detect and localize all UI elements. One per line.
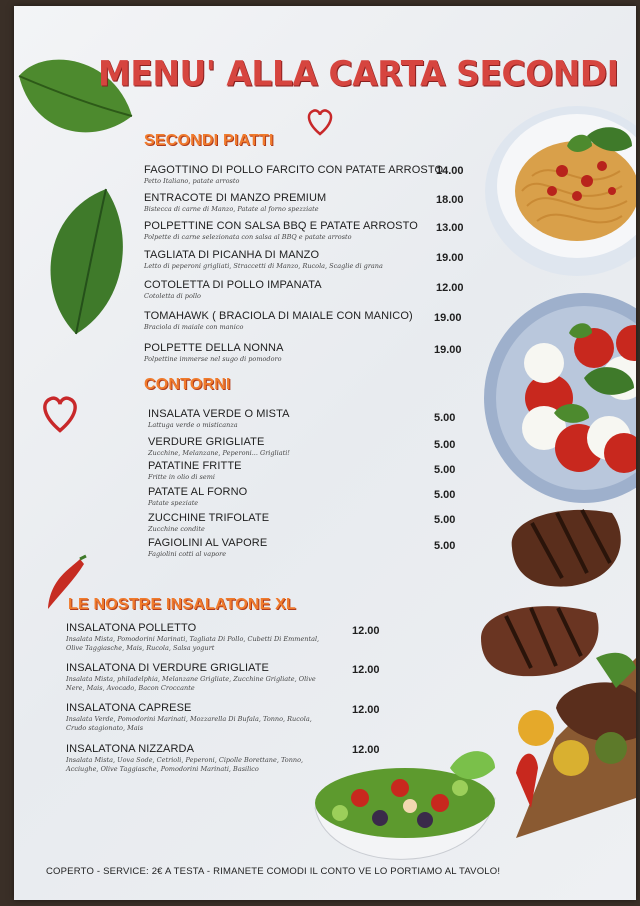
item-description: Braciola di maiale con manico <box>144 323 244 331</box>
item-description: Zucchine, Melanzane, Peperoni... Grigliati! <box>148 449 290 457</box>
item-name: INSALATONA CAPRESE <box>66 702 192 714</box>
section-heading-contorni: CONTORNI <box>144 376 231 393</box>
item-description: Insalata Mista, Uova Sode, Cetrioli, Peperoni, Cipolle Borettane, Tonno, Acciughe, Olive Taggiasche, Pomodorini Marinati, Basilico <box>66 756 304 773</box>
item-name: POLPETTINE CON SALSA BBQ E PATATE ARROSTO <box>144 220 418 232</box>
menu-item <box>66 702 326 733</box>
item-description: Fritte in olio di semi <box>148 473 215 481</box>
section-heading-insalatone: LE NOSTRE INSALATONE XL <box>68 596 297 613</box>
item-description: Insalata Mista, Pomodorini Marinati, Tagliata Di Pollo, Cubetti Di Emmental, Olive Taggiasche, Mais, Rucola, Salsa yogurt <box>66 635 320 652</box>
item-name: ENTRACOTE DI MANZO PREMIUM <box>144 192 327 204</box>
menu-item <box>144 310 413 331</box>
heart-icon <box>304 106 336 138</box>
salad-bowl-image <box>310 728 500 878</box>
item-name: FAGIOLINI AL VAPORE <box>148 537 268 549</box>
item-description: Polpette di carne selezionata con salsa al BBQ e patate arrosto <box>144 233 352 241</box>
item-name: POLPETTE DELLA NONNA <box>144 342 284 354</box>
section-heading-secondi: SECONDI PIATTI <box>144 132 274 149</box>
item-name: INSALATONA DI VERDURE GRIGLIATE <box>66 662 269 674</box>
item-price: 19.00 <box>434 312 462 324</box>
item-description: Insalata Mista, philadelphia, Melanzane Grigliate, Zucchine Grigliate, Olive Nere, Mais, Avocado, Bacon Croccante <box>66 675 316 692</box>
menu-item <box>144 220 418 241</box>
menu-item <box>66 743 326 774</box>
item-price: 12.00 <box>352 625 380 637</box>
menu-item <box>144 249 383 270</box>
item-price: 14.00 <box>436 165 464 177</box>
item-name: INSALATA VERDE O MISTA <box>148 408 290 420</box>
footer-note: COPERTO - SERVICE: 2€ A TESTA - RIMANETE COMODI IL CONTO VE LO PORTIAMO AL TAVOLO! <box>46 866 501 877</box>
item-price: 12.00 <box>352 744 380 756</box>
item-price: 19.00 <box>436 252 464 264</box>
item-price: 5.00 <box>434 464 456 476</box>
item-price: 5.00 <box>434 439 456 451</box>
item-name: TAGLIATA DI PICANHA DI MANZO <box>144 249 320 261</box>
menu-item <box>148 460 242 481</box>
grilled-meat-vegetables-image <box>476 598 636 843</box>
item-price: 12.00 <box>352 704 380 716</box>
item-description: Lattuga verde o misticanza <box>148 421 238 429</box>
item-name: ZUCCHINE TRIFOLATE <box>148 512 270 524</box>
menu-item <box>66 662 326 693</box>
item-name: VERDURE GRIGLIATE <box>148 436 265 448</box>
menu-item <box>148 486 247 507</box>
pasta-plate-image <box>482 96 636 281</box>
menu-item <box>144 342 284 363</box>
item-description: Bistecca di carne di Manzo, Patate al forno spezziate <box>144 205 319 213</box>
item-name: PATATINE FRITTE <box>148 460 242 472</box>
item-price: 5.00 <box>434 412 456 424</box>
item-description: Polpettine immerse nel sugo di pomodoro <box>144 355 282 363</box>
caprese-plate-image <box>484 288 636 508</box>
item-name: COTOLETTA DI POLLO IMPANATA <box>144 279 322 291</box>
menu-item <box>148 537 267 558</box>
item-description: Insalata Verde, Pomodorini Marinati, Mozzarella Di Bufala, Tonno, Rucola, Crudo stagionato, Mais <box>66 715 312 732</box>
menu-item <box>148 512 269 533</box>
item-price: 5.00 <box>434 540 456 552</box>
steak-image <box>502 498 630 593</box>
item-description: Letto di peperoni grigliati, Straccetti di Manzo, Rucola, Scaglie di grana <box>144 262 383 270</box>
item-description: Petto Italiano, patate arrosto <box>144 177 240 185</box>
item-price: 13.00 <box>436 222 464 234</box>
basil-leaf-icon <box>36 184 131 339</box>
menu-item <box>144 279 322 300</box>
item-price: 5.00 <box>434 514 456 526</box>
item-name: INSALATONA NIZZARDA <box>66 743 195 755</box>
item-price: 5.00 <box>434 489 456 501</box>
item-name: INSALATONA POLLETTO <box>66 622 197 634</box>
menu-item <box>144 192 326 213</box>
item-price: 18.00 <box>436 194 464 206</box>
menu-item <box>148 408 290 429</box>
item-name: FAGOTTINO DI POLLO FARCITO CON PATATE ARROSTO <box>144 164 444 176</box>
item-description: Zucchine condite <box>148 525 205 533</box>
menu-item <box>144 164 443 185</box>
item-description: Cotoletta di pollo <box>144 292 201 300</box>
menu-item <box>148 436 290 457</box>
item-price: 12.00 <box>352 664 380 676</box>
menu-item <box>66 622 326 653</box>
item-description: Patate speziate <box>148 499 199 507</box>
heart-icon <box>38 392 82 436</box>
item-name: TOMAHAWK ( BRACIOLA DI MAIALE CON MANICO) <box>144 310 413 322</box>
menu-sheet <box>14 6 636 900</box>
item-description: Fagiolini cotti al vapore <box>148 550 227 558</box>
item-price: 12.00 <box>436 282 464 294</box>
item-price: 19.00 <box>434 344 462 356</box>
item-name: PATATE AL FORNO <box>148 486 248 498</box>
menu-title: MENU' ALLA CARTA SECONDI <box>98 53 619 94</box>
